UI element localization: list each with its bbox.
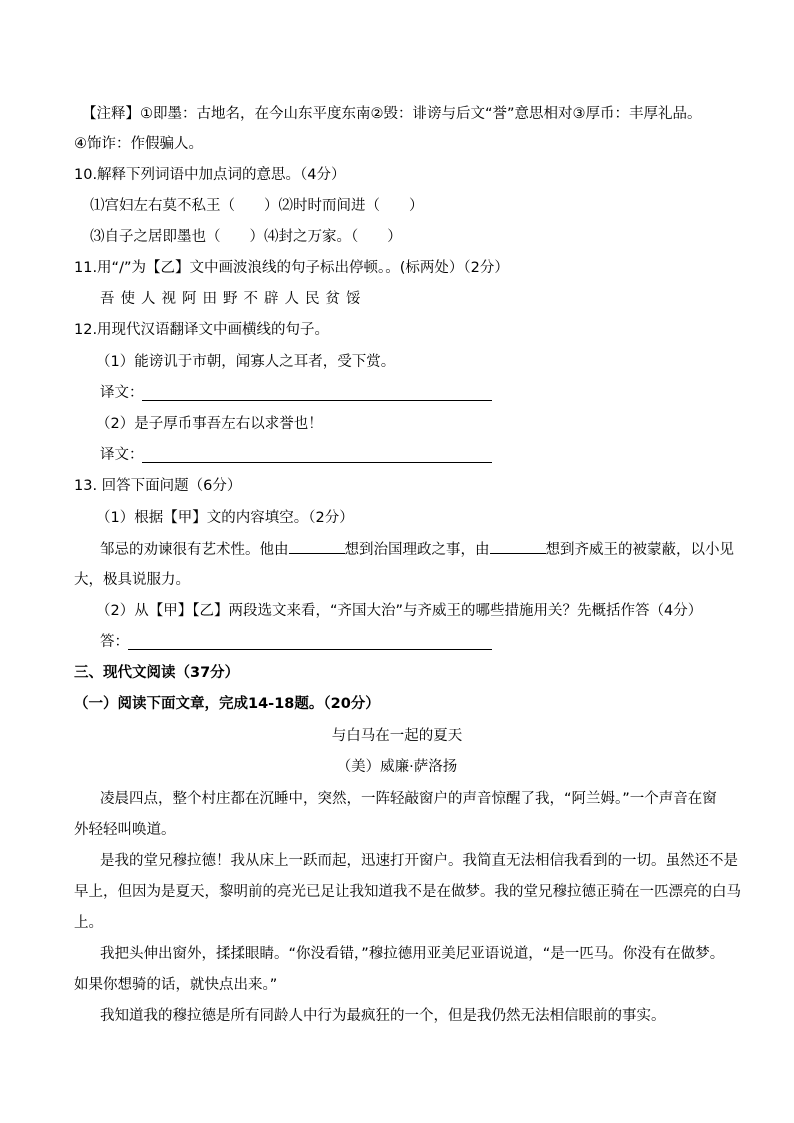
- q13-answer-label: 答：: [100, 634, 129, 650]
- article-p3-line-2: 如果你想骑的话，就快点出来。”: [74, 977, 278, 993]
- article-p2-line-2: 早上，但因为是夏天，黎明前的亮光已足让我知道我不是在做梦。我的堂兄穆拉德正骑在一匹漂亮的白马: [74, 884, 741, 900]
- q10-row-2: ⑶自子之居即墨也（ ）⑷封之万家。（ ）: [90, 229, 402, 245]
- article-p3-line-1: 我把头伸出窗外，揉揉眼睛。“你没看错，”穆拉德用亚美尼亚语说道，“是一匹马。你没有在做梦。: [100, 946, 725, 962]
- q12-answer-label-1: 译文：: [100, 385, 144, 401]
- section-3-subtitle: （一）阅读下面文章，完成14-18题。（20分）: [74, 696, 380, 712]
- article-p4: 我知道我的穆拉德是所有同龄人中行为最疯狂的一个，但是我仍然无法相信眼前的事实。: [100, 1008, 666, 1024]
- q11-title: 11.用“/”为【乙】文中画波浪线的句子标出停顿。。(标两处）（2分）: [74, 260, 509, 276]
- section-3-title: 三、现代文阅读（37分）: [74, 665, 240, 681]
- q13-sub-1: （1）根据【甲】文的内容填空。（2分）: [96, 510, 354, 526]
- article-author: （美）威廉·萨洛扬: [336, 759, 458, 775]
- q13-fill-text-b: 想到治国理政之事，由: [344, 542, 490, 558]
- q10-row-1: ⑴宫妇左右莫不私王（ ）⑵时时而间进（ ）: [90, 198, 424, 214]
- q13-blank-2[interactable]: [490, 539, 546, 554]
- article-title: 与白马在一起的夏天: [331, 728, 463, 744]
- q13-fill-line: [100, 539, 734, 560]
- article-p1-line-2: 外轻轻叫唤道。: [74, 822, 176, 838]
- q10-title: 10.解释下列词语中加点词的意思。（4分）: [74, 167, 346, 183]
- q13-fill-cont: 大，极具说服力。: [74, 572, 190, 588]
- note-line-2: ④饰诈：作假骗人。: [74, 136, 203, 152]
- q13-title: 13. 回答下面问题（6分）: [74, 478, 242, 494]
- q12-sentence-2: （2）是子厚币事吾左右以求誉也！: [96, 416, 323, 432]
- q13-sub-2: （2）从【甲】【乙】两段选文来看，“齐国大治”与齐威王的哪些措施用关？先概括作答（4分）: [96, 603, 703, 619]
- article-p2-line-3: 上。: [74, 915, 103, 931]
- q13-blank-1[interactable]: [289, 539, 345, 554]
- q12-answer-line-2[interactable]: [142, 462, 492, 463]
- q13-answer-line[interactable]: [128, 649, 492, 650]
- q12-answer-line-1[interactable]: [142, 400, 492, 401]
- q13-fill-text-c: 想到齐威王的被蒙蔽，以小见: [545, 542, 734, 558]
- q12-answer-label-2: 译文：: [100, 447, 144, 463]
- q12-title: 12.用现代汉语翻译文中画横线的句子。: [74, 322, 330, 338]
- article-p1-line-1: 凌晨四点，整个村庄都在沉睡中，突然，一阵轻敲窗户的声音惊醒了我，“阿兰姆。”一个声音在窗: [100, 791, 717, 807]
- q12-sentence-1: （1）能谤讥于市朝，闻寡人之耳者，受下赏。: [96, 354, 396, 370]
- q11-sentence: 吾使人视阿田野不辟人民贫馁: [100, 291, 367, 307]
- q13-fill-text-a: 邹忌的劝谏很有艺术性。他由: [100, 542, 289, 558]
- note-line-1: 【注释】①即墨：古地名，在今山东平度东南②毁：诽谤与后文“誉”意思相对③厚币：丰厚礼品。: [82, 106, 702, 122]
- article-p2-line-1: 是我的堂兄穆拉德！我从床上一跃而起，迅速打开窗户。我简直无法相信我看到的一切。虽然还不是: [100, 853, 738, 869]
